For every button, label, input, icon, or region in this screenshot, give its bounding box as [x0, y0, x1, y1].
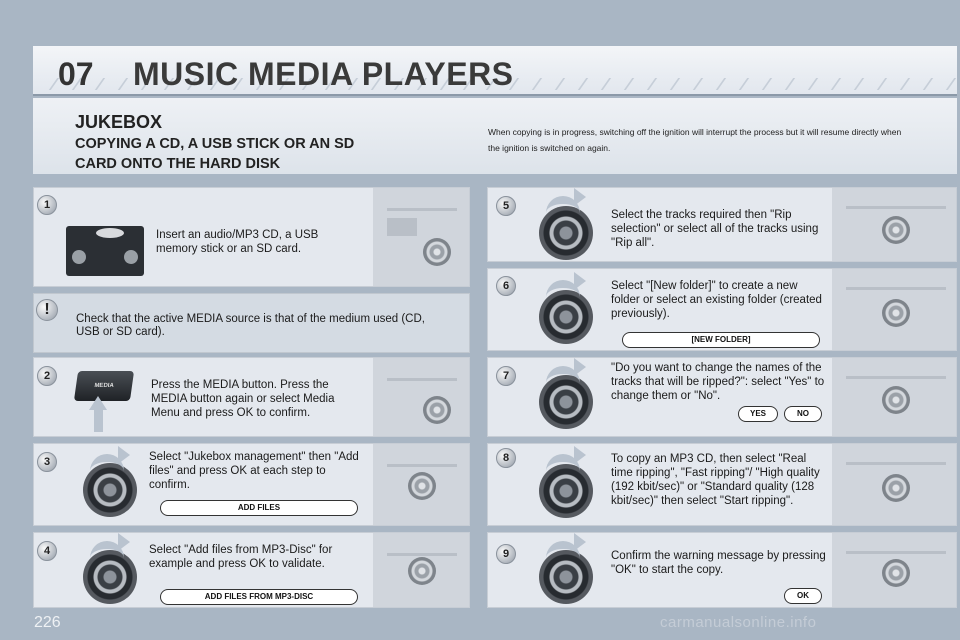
intro-panel — [33, 98, 957, 174]
radio-unit-icon — [66, 226, 144, 276]
screen-thumbnail — [373, 533, 469, 607]
screen-thumbnail — [832, 533, 956, 607]
header-stripe — [946, 78, 956, 90]
rotate-arrow-head-icon — [574, 188, 586, 206]
watermark: carmanualsonline.info — [660, 614, 817, 631]
step-text: Insert an audio/MP3 CD, a USB memory stick or an SD card. — [156, 229, 319, 255]
screen-thumbnail — [832, 269, 956, 350]
dial-icon — [882, 386, 910, 414]
rotate-arrow-head-icon — [574, 358, 586, 376]
header-stripe — [647, 78, 657, 90]
step-text: Select "Jukebox management" then "Add files" and press OK at each step to confirm. — [149, 451, 359, 491]
dial-icon — [882, 299, 910, 327]
section-subtitle: COPYING A CD, A USB STICK OR AN SD CARD ONTO THE HARD DISK — [75, 136, 355, 172]
header-stripe — [693, 78, 703, 90]
step-number-badge: 2 — [37, 366, 57, 386]
header-stripe — [532, 78, 542, 90]
step-text: Select the tracks required then "Rip selection" or select all of the tracks using "Rip all". — [611, 209, 819, 249]
screen-thumbnail — [373, 444, 469, 525]
dial-icon — [408, 472, 436, 500]
page-number: 226 — [34, 614, 61, 631]
page-title: MUSIC MEDIA PLAYERS — [133, 56, 514, 92]
step-text: "Do you want to change the names of the tracks that will be ripped?": select "Yes" to change them or "No". — [611, 362, 825, 402]
dial-icon — [882, 474, 910, 502]
step-number-badge: 4 — [37, 541, 57, 561]
dial-icon — [408, 557, 436, 585]
header-stripe — [785, 78, 795, 90]
add-files-from-mp3-disc-button[interactable]: ADD FILES FROM MP3-DISC — [160, 589, 358, 605]
section-title: JUKEBOX — [75, 112, 163, 132]
dial-icon — [882, 216, 910, 244]
header-stripe — [808, 78, 818, 90]
media-button-icon: MEDIA — [74, 371, 134, 401]
chapter-number: 07 — [58, 56, 94, 92]
step-number-badge: 5 — [496, 196, 516, 216]
step-number-badge: 6 — [496, 276, 516, 296]
header-stripe — [555, 78, 565, 90]
rotate-arrow-head-icon — [574, 446, 586, 464]
header-stripe — [831, 78, 841, 90]
yes-button[interactable]: YES — [738, 406, 778, 422]
add-files-button[interactable]: ADD FILES — [160, 500, 358, 516]
dial-icon — [423, 396, 451, 424]
step-number-badge: 7 — [496, 366, 516, 386]
rotate-arrow-head-icon — [118, 533, 130, 551]
header-stripe — [900, 78, 910, 90]
screen-thumbnail — [832, 188, 956, 261]
screen-thumbnail — [373, 188, 469, 286]
exclamation-icon: ! — [36, 299, 58, 321]
header-stripe — [601, 78, 611, 90]
warning-text: Check that the active MEDIA source is that of the medium used (CD, USB or SD card). — [76, 313, 425, 338]
screen-thumbnail — [832, 358, 956, 436]
step-number-badge: 9 — [496, 544, 516, 564]
header-stripe — [95, 78, 105, 90]
screen-thumbnail — [832, 444, 956, 525]
cd-icon — [96, 228, 124, 238]
step-number-badge: 8 — [496, 448, 516, 468]
ok-button[interactable]: OK — [784, 588, 822, 604]
dial-icon — [882, 559, 910, 587]
header-stripe — [854, 78, 864, 90]
header-stripe — [762, 78, 772, 90]
step-text: To copy an MP3 CD, then select "Real time ripping", "Fast ripping"/ "High quality (192 kbit/sec)" or "Standard quality (128 kbit/sec)" then select "Start ripping". — [611, 453, 820, 507]
step-text: Confirm the warning message by pressing "OK" to start the copy. — [611, 550, 826, 576]
header-stripe — [716, 78, 726, 90]
screen-thumbnail — [373, 358, 469, 436]
new-folder-button[interactable]: [NEW FOLDER] — [622, 332, 820, 348]
step-text: Select "Add files from MP3-Disc" for example and press OK to validate. — [149, 544, 333, 570]
press-arrow-head-icon — [89, 396, 107, 410]
rotate-arrow-head-icon — [574, 533, 586, 551]
header-stripe — [578, 78, 588, 90]
header-stripe — [670, 78, 680, 90]
step-number-badge: 1 — [37, 195, 57, 215]
step-text: Select "[New folder]" to create a new folder or select an existing folder (created previously). — [611, 280, 822, 320]
header-stripe — [739, 78, 749, 90]
rotate-arrow-head-icon — [118, 446, 130, 464]
header-stripe — [923, 78, 933, 90]
step-text: Press the MEDIA button. Press the MEDIA button again or select Media Menu and press OK to confirm. — [151, 379, 335, 419]
header-stripe — [877, 78, 887, 90]
step-number-badge: 3 — [37, 452, 57, 472]
header-stripe — [624, 78, 634, 90]
rotate-arrow-head-icon — [574, 272, 586, 290]
no-button[interactable]: NO — [784, 406, 822, 422]
press-arrow-icon — [94, 408, 103, 432]
header-stripe — [118, 78, 128, 90]
intro-note: When copying is in progress, switching off the ignition will interrupt the process but it will resume directly when the ignition is switched on again. — [488, 127, 902, 153]
dial-icon — [423, 238, 451, 266]
